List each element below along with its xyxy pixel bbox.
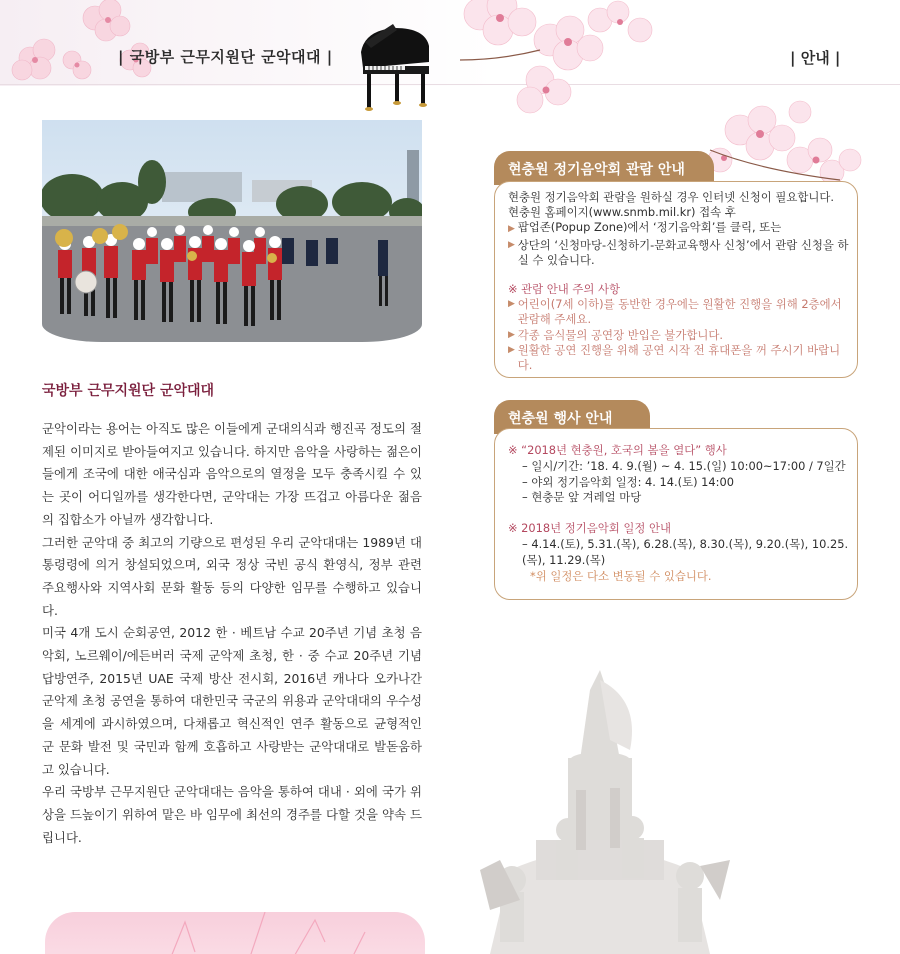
notice-title: ※ 관람 안내 주의 사항 <box>508 282 621 297</box>
intro-body-text <box>42 418 422 849</box>
triangle-bullet-icon: ▶ <box>508 299 518 310</box>
concert-homepage: 현충원 홈페이지(www.snmb.mil.kr) 접속 후 <box>508 205 736 220</box>
grand-piano-icon <box>355 22 433 112</box>
triangle-bullet-icon: ▶ <box>508 344 518 355</box>
intro-paragraph-3: 미국 4개 도시 순회공연, 2012 한 · 베트남 수교 20주년 기념 초청 음악회, 노르웨이/에든버러 국제 군악제 초청, 한 · 중 수교 20주년 기념 답방연주, 2015년 UAE 국제 방산 전시회, 2016년 캐나다 오카나간 군악제 초청 공연을 통하여 대한민국 국군의 위용과 군악대대의 우수성을 세계에 과시하였으며, 다채롭고 혁신적인 연주 활동으로 균형적인 군 문화 발전 및 국민과 함께 호흡하고 사랑받는 군악대대로 발돋움하고 있습니다. <box>42 625 422 777</box>
concert-step-1-text: 팝업존(Popup Zone)에서 ‘정기음악회’를 클릭, 또는 <box>517 220 782 235</box>
triangle-bullet-icon: ▶ <box>508 329 518 340</box>
event2-dates: – 4.14.(토), 5.31.(목), 6.28.(목), 8.30.(목), 9.20.(목), 10.25.(목), 11.29.(목) <box>522 536 849 567</box>
concert-guide-content <box>508 190 853 373</box>
event1-line-2: – 야외 정기음악회 일정: 4. 14.(토) 14:00 <box>522 474 734 489</box>
notice-1-text: 어린이(7세 이하)를 동반한 경우에는 원활한 진행을 위해 2층에서 관람해 주세요. <box>517 297 842 327</box>
triangle-bullet-icon: ▶ <box>508 239 518 250</box>
tab-event-guide: 현충원 행사 안내 <box>494 400 650 434</box>
notice-2-text: 각종 음식물의 공연장 반입은 불가합니다. <box>517 327 723 342</box>
concert-step-2 <box>508 238 853 268</box>
event-guide-content <box>508 443 853 584</box>
bottom-cherry-decoration <box>45 912 425 954</box>
event1-line-3: – 현충문 앞 겨레얼 마당 <box>522 490 642 505</box>
header-section-label: | 안내 | <box>790 49 841 67</box>
concert-step-1 <box>508 220 853 237</box>
concert-step-2-text: 상단의 ‘신청마당-신청하기-문화교육행사 신청’에서 관람 신청을 하실 수 있습니다. <box>517 237 849 267</box>
notice-2 <box>508 328 853 343</box>
notice-3-text: 원활한 공연 진행을 위해 공연 시작 전 휴대폰을 꺼 주시기 바랍니다. <box>517 342 841 373</box>
event2-note: *위 일정은 다소 변동될 수 있습니다. <box>530 568 712 583</box>
section-title: 국방부 근무지원단 군악대대 <box>42 383 215 399</box>
notice-1 <box>508 297 853 327</box>
intro-paragraph-1: 군악이라는 용어는 아직도 많은 이들에게 군대의식과 행진곡 정도의 절제된 이미지로 받아들여지고 있습니다. 하지만 음악을 사랑하는 젊은이들에게 조국에 대한 애국심과 음악으로의 열정을 모두 충족시킬 수 있는 곳이 어디일까를 생각한다면, 군악대는 가장 뜨겁고 아름다운 젊음의 집합소가 아닐까 생각합니다. <box>42 421 422 527</box>
concert-intro: 현충원 정기음악회 관람을 원하실 경우 인터넷 신청이 필요합니다. <box>508 190 835 204</box>
memorial-statue-icon <box>450 670 750 954</box>
tab-concert-guide: 현충원 정기음악회 관람 안내 <box>494 151 714 185</box>
event1-title: ※ “2018년 현충원, 호국의 봄을 열다” 행사 <box>508 443 727 457</box>
event1-line-1: – 일시/기간: ’18. 4. 9.(월) ~ 4. 15.(일) 10:00~17:00 / 7일간 <box>522 458 846 473</box>
marching-band-photo <box>42 120 422 342</box>
page-title: | 국방부 근무지원단 군악대대 | <box>118 48 333 66</box>
cherry-blossom-left-icon <box>0 0 170 86</box>
intro-paragraph-2: 그러한 군악대 중 최고의 기량으로 편성된 우리 군악대대는 1989년 대통령령에 의거 창설되었으며, 외국 정상 국빈 공식 환영식, 정부 관련 주요행사와 지역사회 문화 활동 등의 다양한 임무를 수행하고 있습니다. <box>42 534 422 618</box>
event2-title: ※ 2018년 정기음악회 일정 안내 <box>508 521 672 536</box>
notice-3 <box>508 343 853 373</box>
intro-paragraph-4: 우리 국방부 근무지원단 군악대대는 음악을 통하여 대내 · 외에 국가 위상을 드높이기 위하여 맡은 바 임무에 최선의 경주를 다할 것을 약속 드립니다. <box>42 784 422 845</box>
triangle-bullet-icon: ▶ <box>508 224 518 235</box>
